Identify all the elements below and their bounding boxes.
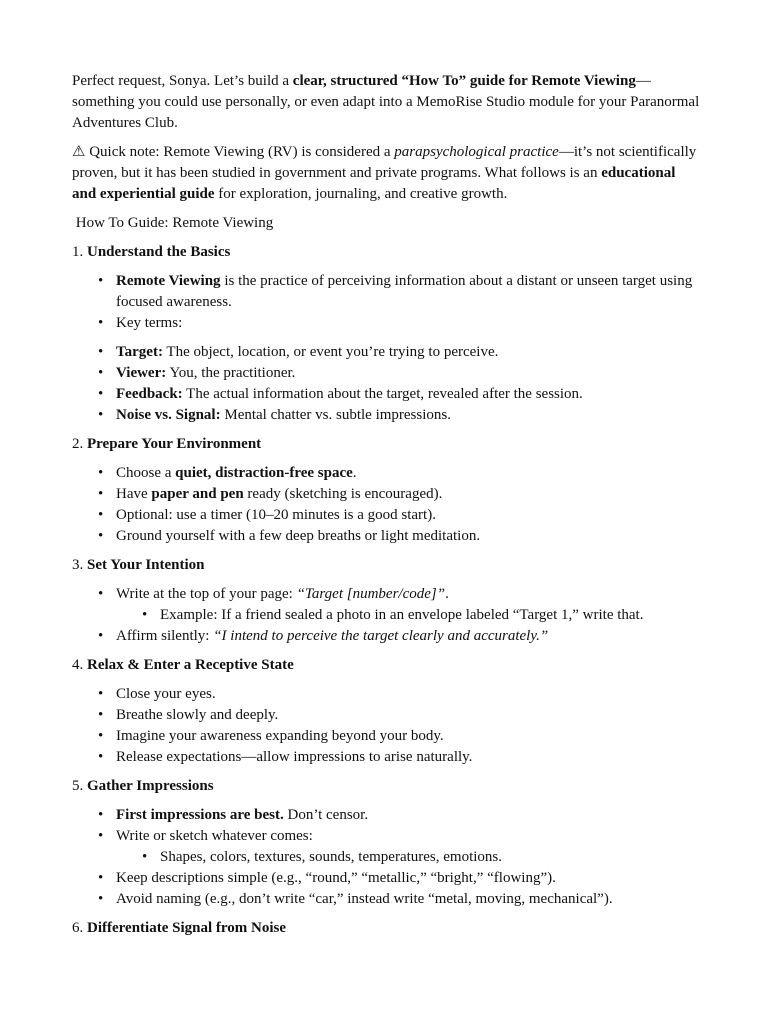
list-item bbox=[116, 405, 702, 426]
list-item-text: Choose a bbox=[116, 465, 176, 481]
list-item: • Avoid naming (e.g., don’t write “car,” instead write “metal, moving, mechanical”). bbox=[116, 889, 702, 910]
section-heading-4 bbox=[72, 655, 702, 676]
section-number: 3. bbox=[72, 557, 87, 573]
section-number: 5. bbox=[72, 778, 87, 794]
section-title: Understand the Basics bbox=[87, 244, 231, 260]
key-terms-list bbox=[72, 342, 702, 426]
list-item bbox=[116, 384, 702, 405]
nested-list bbox=[116, 847, 702, 868]
term-label: Feedback: bbox=[116, 386, 183, 402]
list-item: • Close your eyes. bbox=[116, 684, 702, 705]
section-5-list bbox=[72, 805, 702, 910]
list-item: • Breathe slowly and deeply. bbox=[116, 705, 702, 726]
document-body bbox=[72, 71, 702, 947]
list-item: • Release expectations—allow impressions to arise naturally. bbox=[116, 747, 702, 768]
section-2-list bbox=[72, 463, 702, 547]
term-label: Target: bbox=[116, 344, 163, 360]
section-heading-6 bbox=[72, 918, 702, 939]
list-item-text: Have bbox=[116, 486, 152, 502]
list-item: • Imagine your awareness expanding beyond your body. bbox=[116, 726, 702, 747]
list-item-text: Affirm silently: bbox=[116, 628, 214, 644]
list-item-text: . bbox=[445, 586, 449, 602]
term-label: Viewer: bbox=[116, 365, 167, 381]
list-item-bold: quiet, distraction-free space bbox=[175, 465, 353, 481]
list-item-text: . bbox=[352, 465, 357, 481]
list-item: • Shapes, colors, textures, sounds, temperatures, emotions. bbox=[160, 847, 702, 868]
list-item-text: Write at the top of your page: bbox=[116, 586, 297, 602]
list-item bbox=[116, 805, 702, 826]
list-item bbox=[116, 484, 702, 505]
note-bold-text: educational and experiential guide bbox=[72, 165, 676, 202]
list-item-italic: “I intend to perceive the target clearly and accurately.” bbox=[213, 628, 549, 644]
intro-text-end: —something you could use personally, or even adapt into a MemoRise Studio module for your Paranormal Adventures Club. bbox=[72, 73, 700, 131]
list-item bbox=[116, 342, 702, 363]
list-item-text: is the practice of perceiving information about a distant or unseen target using focused awareness. bbox=[116, 273, 693, 310]
list-item bbox=[116, 826, 702, 868]
list-item-italic: “Target [number/code]” bbox=[296, 586, 446, 602]
guide-title: How To Guide: Remote Viewing bbox=[72, 215, 274, 231]
term-definition: The actual information about the target, revealed after the session. bbox=[182, 386, 583, 402]
section-number: 2. bbox=[72, 436, 87, 452]
section-title: Relax & Enter a Receptive State bbox=[87, 657, 294, 673]
nested-list bbox=[116, 605, 702, 626]
section-3-list bbox=[72, 584, 702, 647]
list-item: • Key terms: bbox=[116, 313, 702, 334]
term-definition: The object, location, or event you’re trying to perceive. bbox=[162, 344, 499, 360]
list-item: • Example: If a friend sealed a photo in an envelope labeled “Target 1,” write that. bbox=[160, 605, 702, 626]
list-item-text: Don’t censor. bbox=[283, 807, 369, 823]
list-item bbox=[116, 626, 702, 647]
list-item-text: Write or sketch whatever comes: bbox=[116, 828, 313, 844]
intro-paragraph bbox=[72, 71, 702, 134]
list-item bbox=[116, 363, 702, 384]
list-item: • Optional: use a timer (10–20 minutes is a good start). bbox=[116, 505, 702, 526]
note-italic-text: parapsychological practice bbox=[394, 144, 559, 160]
list-item-bold: paper and pen bbox=[151, 486, 244, 502]
section-heading-2 bbox=[72, 434, 702, 455]
section-number: 4. bbox=[72, 657, 87, 673]
list-item bbox=[116, 271, 702, 313]
section-title: Set Your Intention bbox=[87, 557, 205, 573]
section-4-list bbox=[72, 684, 702, 768]
note-text-end: for exploration, journaling, and creative growth. bbox=[214, 186, 508, 202]
list-item-bold: First impressions are best. bbox=[116, 807, 284, 823]
list-item: • Keep descriptions simple (e.g., “round,” “metallic,” “bright,” “flowing”). bbox=[116, 868, 702, 889]
intro-text: Perfect request, Sonya. Let’s build a bbox=[72, 73, 293, 89]
note-text: Quick note: Remote Viewing (RV) is considered a bbox=[85, 144, 395, 160]
section-title: Prepare Your Environment bbox=[87, 436, 262, 452]
section-title: Differentiate Signal from Noise bbox=[87, 920, 286, 936]
section-number: 1. bbox=[72, 244, 87, 260]
section-title: Gather Impressions bbox=[87, 778, 214, 794]
list-item-bold: Remote Viewing bbox=[116, 273, 221, 289]
section-heading-1 bbox=[72, 242, 702, 263]
term-label: Noise vs. Signal: bbox=[116, 407, 221, 423]
list-item bbox=[116, 584, 702, 626]
section-heading-5 bbox=[72, 776, 702, 797]
term-definition: Mental chatter vs. subtle impressions. bbox=[220, 407, 451, 423]
section-heading-3 bbox=[72, 555, 702, 576]
note-text: —it’s not scientifically proven, but it has been studied in government and private programs. What follows is an bbox=[72, 144, 697, 181]
section-1-list bbox=[72, 271, 702, 334]
list-item bbox=[116, 463, 702, 484]
list-item-text: ready (sketching is encouraged). bbox=[243, 486, 443, 502]
warning-icon: ⚠ bbox=[72, 144, 86, 160]
list-item: • Ground yourself with a few deep breaths or light meditation. bbox=[116, 526, 702, 547]
section-number: 6. bbox=[72, 920, 87, 936]
intro-bold-text: clear, structured “How To” guide for Remote Viewing bbox=[292, 73, 636, 89]
quick-note-paragraph bbox=[72, 142, 702, 205]
term-definition: You, the practitioner. bbox=[166, 365, 296, 381]
